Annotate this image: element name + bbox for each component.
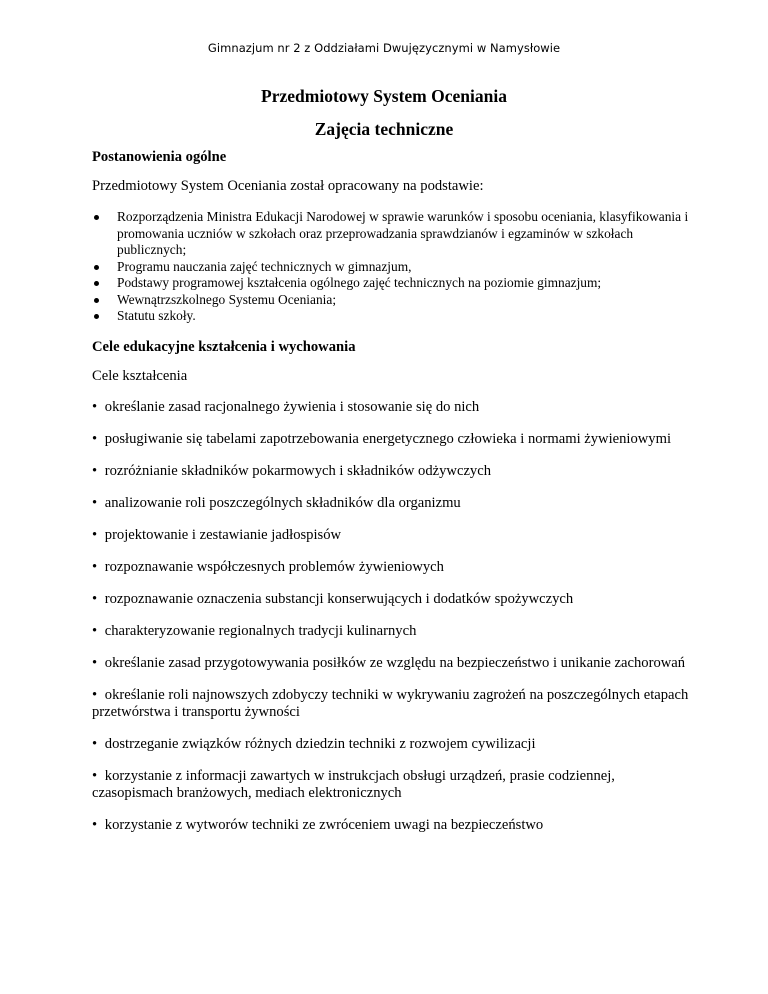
basis-list bbox=[92, 209, 692, 325]
goal-item: • posługiwanie się tabelami zapotrzebowania energetycznego człowieka i normami żywieniowymi bbox=[92, 430, 672, 447]
list-item: Podstawy programowej kształcenia ogólnego zajęć technicznych na poziomie gimnazjum; bbox=[92, 275, 692, 292]
goal-item: • określanie zasad przygotowywania posiłków ze względu na bezpieczeństwo i unikanie zachorowań bbox=[92, 654, 686, 671]
goal-item: • rozpoznawanie współczesnych problemów żywieniowych bbox=[92, 558, 444, 575]
document-title: Przedmiotowy System Oceniania bbox=[261, 86, 507, 106]
bullet-icon bbox=[94, 298, 99, 303]
goal-item: • dostrzeganie związków różnych dziedzin techniki z rozwojem cywilizacji bbox=[92, 735, 536, 752]
goal-item: • charakteryzowanie regionalnych tradycji kulinarnych bbox=[92, 622, 417, 639]
goals-subheading: Cele kształcenia bbox=[92, 367, 188, 384]
section-heading-general: Postanowienia ogólne bbox=[92, 149, 227, 165]
bullet-icon bbox=[94, 265, 99, 270]
list-item: Rozporządzenia Ministra Edukacji Narodowej w sprawie warunków i sposobu oceniania, klasyfikowania i promowania uczniów w szkołach oraz przeprowadzania sprawdzianów i egzaminów w szkołach publicznych; bbox=[92, 209, 692, 259]
page-header: Gimnazjum nr 2 z Oddziałami Dwujęzycznymi w Namysłowie bbox=[207, 41, 561, 55]
document-subtitle: Zajęcia techniczne bbox=[314, 119, 454, 139]
goal-item: • określanie zasad racjonalnego żywienia i stosowanie się do nich bbox=[92, 398, 480, 415]
bullet-icon bbox=[94, 215, 99, 220]
document-body bbox=[92, 149, 692, 849]
section-heading-goals: Cele edukacyjne kształcenia i wychowania bbox=[92, 338, 356, 355]
goal-item: • korzystanie z wytworów techniki ze zwróceniem uwagi na bezpieczeństwo bbox=[92, 816, 544, 833]
goal-item: • analizowanie roli poszczególnych składników dla organizmu bbox=[92, 494, 461, 511]
section-intro: Przedmiotowy System Oceniania został opracowany na podstawie: bbox=[92, 178, 484, 194]
list-item: Programu nauczania zajęć technicznych w gimnazjum, bbox=[92, 259, 692, 276]
goal-item: • rozpoznawanie oznaczenia substancji konserwujących i dodatków spożywczych bbox=[92, 590, 574, 607]
list-item: Wewnątrzszkolnego Systemu Oceniania; bbox=[92, 292, 692, 309]
bullet-icon bbox=[94, 314, 99, 319]
list-item: Statutu szkoły. bbox=[92, 308, 692, 325]
goal-item: • projektowanie i zestawianie jadłospisów bbox=[92, 526, 342, 543]
goal-item: • określanie roli najnowszych zdobyczy techniki w wykrywaniu zagrożeń na poszczególnych etapach przetwórstwa i transportu żywności bbox=[92, 686, 689, 720]
bullet-icon bbox=[94, 281, 99, 286]
goal-item: • rozróżnianie składników pokarmowych i składników odżywczych bbox=[92, 462, 491, 479]
goal-item: • korzystanie z informacji zawartych w instrukcjach obsługi urządzeń, prasie codziennej, czasopismach branżowych, mediach elektronicznych bbox=[92, 767, 615, 801]
